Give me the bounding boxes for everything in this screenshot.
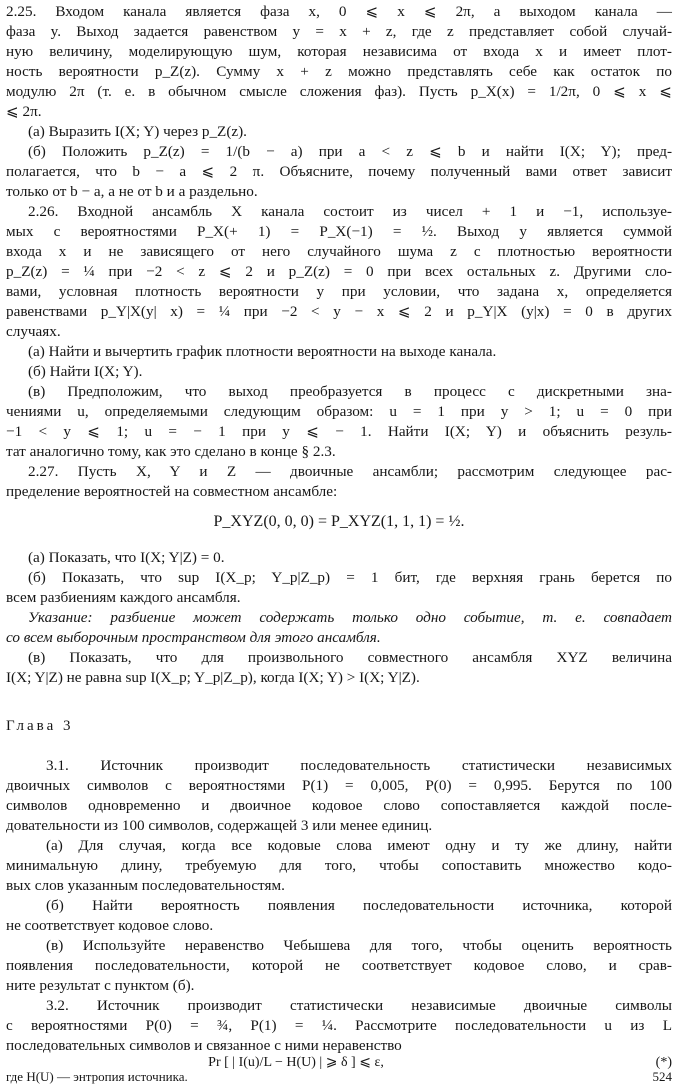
text-line: 2.27. Пусть X, Y и Z — двоичные ансамбли; рассмотрим следующее рас- bbox=[28, 463, 672, 480]
problem-2-27-text bbox=[6, 462, 672, 502]
text-line: 3.1. Источник производит последовательность статистически независимых bbox=[46, 757, 672, 774]
problem-3-2-formula: Pr [ | I(u)/L − H(U) | ⩾ δ ] ⩽ ε, bbox=[208, 1055, 384, 1070]
text-line: пределение вероятностей на совместном ансамбле: bbox=[6, 483, 338, 500]
problem-3-1-part-b bbox=[6, 896, 672, 936]
text-line: (в) Используйте неравенство Чебышева для того, чтобы оценить вероятность bbox=[46, 937, 672, 954]
text-line: Указание: разбиение может содержать только одно событие, т. е. совпадает bbox=[28, 609, 672, 626]
text-line: фаза y. Выход задается равенством y = x + z, где z представляет собой случай- bbox=[6, 23, 672, 40]
text-line: случаях. bbox=[6, 323, 61, 340]
text-line: входа x и не зависящего от него случайного шума z с плотностью вероятности bbox=[6, 243, 672, 260]
text-line: только от b − a, а не от b и a раздельно. bbox=[6, 183, 258, 200]
text-line: (б) Найти вероятность появления последовательности источника, которой bbox=[46, 897, 672, 914]
text-line: ните результат с пунктом (б). bbox=[6, 977, 195, 994]
text-line: 2.25. Входом канала является фаза x, 0 ⩽ x ⩽ 2π, а выходом канала — bbox=[6, 3, 672, 20]
text-line: I(X; Y|Z) не равна sup I(X_p; Y_p|Z_p), когда I(X; Y) > I(X; Y|Z). bbox=[6, 669, 420, 686]
text-line: ную величину, моделирующую шум, которая независима от входа x и имеет плот- bbox=[6, 43, 672, 60]
problem-2-26-part-b: (б) Найти I(X; Y). bbox=[28, 363, 143, 380]
problem-2-26-part-c bbox=[6, 382, 672, 462]
text-line: со всем выборочным пространством для этого ансамбля. bbox=[6, 629, 381, 646]
text-line: двоичных символов с вероятностями P(1) = 0,005, P(0) = 0,995. Берутся по 100 bbox=[6, 777, 672, 794]
text-line: вых слов указанным последовательностям. bbox=[6, 877, 285, 894]
problem-2-25-text bbox=[6, 2, 672, 122]
problem-2-27-part-b bbox=[6, 568, 672, 608]
text-line: тат аналогично тому, как это сделано в конце § 2.3. bbox=[6, 443, 336, 460]
problem-3-2-text bbox=[6, 996, 672, 1056]
problem-2-27-part-a: (a) Показать, что I(X; Y|Z) = 0. bbox=[28, 549, 225, 566]
text-line: (в) Показать, что для произвольного совместного ансамбля XYZ величина bbox=[28, 649, 672, 666]
text-line: модулю 2π (т. е. в обычном смысле сложения фаз). Пусть p_X(x) = 1/2π, 0 ⩽ x ⩽ bbox=[6, 83, 672, 100]
problem-3-1-text bbox=[6, 756, 672, 836]
problem-2-25-part-b bbox=[6, 142, 672, 202]
text-line: полагается, что b − a ⩽ 2 π. Объясните, почему полученный вами ответ зависит bbox=[6, 163, 672, 180]
text-line: чениями u, определяемыми следующим образом: u = 1 при y > 1; u = 0 при bbox=[6, 403, 672, 420]
text-line: последовательных символов и связанное с ними неравенство bbox=[6, 1037, 402, 1054]
text-line: 2.26. Входной ансамбль X канала состоит из чисел + 1 и −1, используе- bbox=[28, 203, 672, 220]
problem-3-1-part-c bbox=[6, 936, 672, 996]
text-line: (б) Показать, что sup I(X_p; Y_p|Z_p) = 1 бит, где верхняя грань берется по bbox=[28, 569, 672, 586]
problem-2-26-part-a: (a) Найти и вычертить график плотности вероятности на выходе канала. bbox=[28, 343, 497, 360]
problem-2-27-part-c bbox=[6, 648, 672, 688]
text-line: появления последовательности, которой не соответствует кодовое слово, и срав- bbox=[6, 957, 672, 974]
problem-3-2-closing-line: где H(U) — энтропия источника. bbox=[6, 1069, 188, 1084]
text-line: символов одновременно и двоичное кодовое слово сопоставляется каждой после- bbox=[6, 797, 672, 814]
text-line: довательности из 100 символов, содержащей 3 или менее единиц. bbox=[6, 817, 433, 834]
problem-2-27-formula: P_XYZ(0, 0, 0) = P_XYZ(1, 1, 1) = ½. bbox=[213, 513, 465, 530]
text-line: минимальную длину, требуемую для того, чтобы сопоставить множество кодо- bbox=[6, 857, 672, 874]
text-line: (а) Для случая, когда все кодовые слова имеют одну и ту же длину, найти bbox=[46, 837, 672, 854]
text-line: ⩽ 2π. bbox=[6, 103, 42, 120]
chapter-heading: Глава 3 bbox=[6, 718, 74, 734]
problem-3-2-formula-tag: (*) bbox=[655, 1055, 672, 1070]
text-line: не соответствует кодовое слово. bbox=[6, 917, 214, 934]
problem-2-27-hint bbox=[6, 608, 672, 648]
text-line: (б) Положить p_Z(z) = 1/(b − a) при a < z ⩽ b и найти I(X; Y); пред- bbox=[28, 143, 672, 160]
text-line: всем разбиениям каждого ансамбля. bbox=[6, 589, 241, 606]
text-line: равенствами p_Y|X(y| x) = ¼ при −2 < y − x ⩽ 2 и p_Y|X (y|x) = 0 в других bbox=[6, 303, 672, 320]
text-line: с вероятностями P(0) = ¾, P(1) = ¼. Рассмотрите последовательности u из L bbox=[6, 1017, 672, 1034]
text-line: p_Z(z) = ¼ при −2 < z ⩽ 2 и p_Z(z) = 0 при всех остальных z. Другими сло- bbox=[6, 263, 672, 280]
problem-3-1-part-a bbox=[6, 836, 672, 896]
text-line: вами, условная плотность вероятности y при условии, что задана x, определяется bbox=[6, 283, 672, 300]
text-line: −1 < y ⩽ 1; u = − 1 при y ⩽ − 1. Найти I(X; Y) и объяснить резуль- bbox=[6, 423, 672, 440]
problem-2-26-text bbox=[6, 202, 672, 342]
text-line: ность вероятности p_Z(z). Сумму x + z можно представлять себе как остаток по bbox=[6, 63, 672, 80]
text-line: 3.2. Источник производит статистически независимые двоичные символы bbox=[46, 997, 672, 1014]
text-line: (в) Предположим, что выход преобразуется в процесс с дискретными зна- bbox=[28, 383, 672, 400]
problem-2-25-part-a: (a) Выразить I(X; Y) через p_Z(z). bbox=[28, 123, 247, 140]
page-number: 524 bbox=[652, 1069, 672, 1084]
text-line: мых с вероятностями P_X(+ 1) = P_X(−1) = ½. Выход y является суммой bbox=[6, 223, 672, 240]
